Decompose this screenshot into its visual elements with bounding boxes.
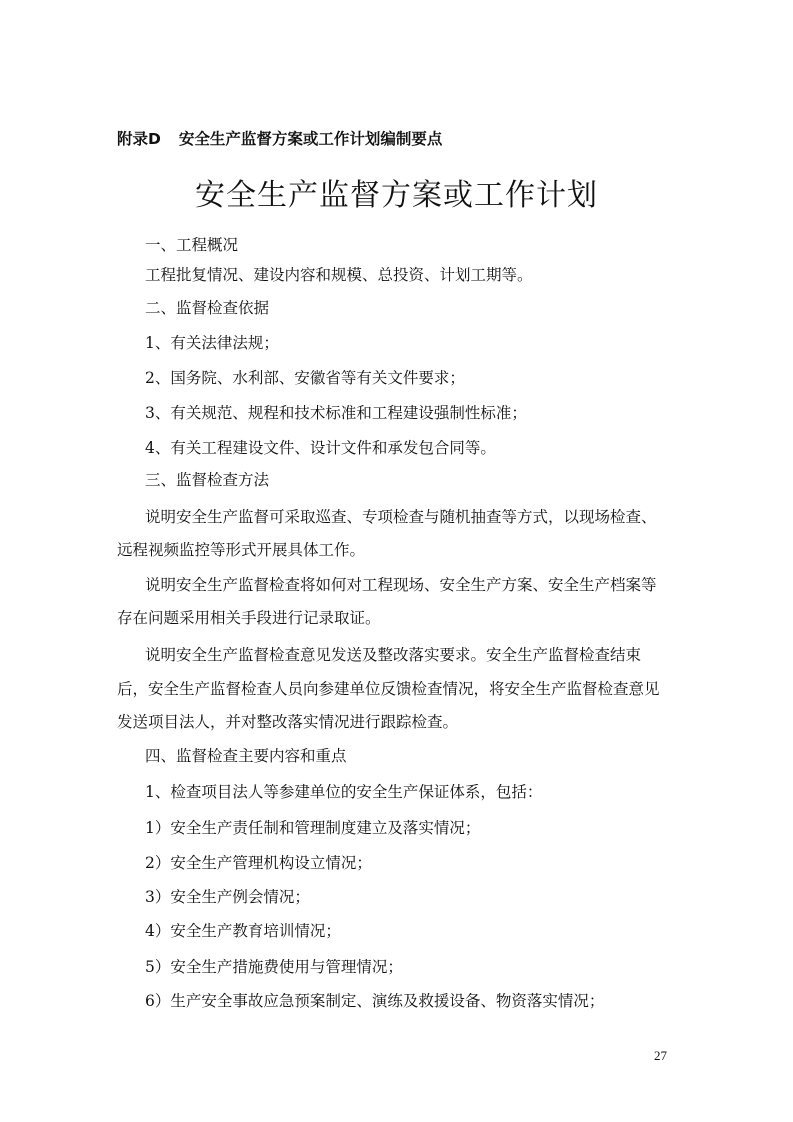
section-heading-1: 一、工程概况 [145, 236, 239, 254]
list-item: 3、有关规范、规程和技术标准和工程建设强制性标准； [145, 404, 527, 422]
page-number: 27 [654, 1048, 667, 1063]
paragraph-line: 发送项目法人，并对整改落实情况进行跟踪检查。 [117, 713, 459, 731]
section-heading-2: 二、监督检查依据 [145, 299, 270, 317]
list-item: 4、有关工程建设文件、设计文件和承发包合同等。 [145, 439, 496, 457]
list-item: 2、国务院、水利部、安徽省等有关文件要求； [145, 369, 465, 387]
list-item: 6）生产安全事故应急预案制定、演练及救援设备、物资落实情况； [145, 992, 605, 1010]
appendix-heading [117, 129, 442, 149]
paragraph-line: 说明安全生产监督检查意见发送及整改落实要求。安全生产监督检查结束 [145, 646, 642, 664]
paragraph-line: 说明安全生产监督可采取巡查、专项检查与随机抽查等方式，以现场检查、 [145, 508, 657, 526]
paragraph-line: 工程批复情况、建设内容和规模、总投资、计划工期等。 [145, 266, 533, 284]
paragraph-line: 后，安全生产监督检查人员向参建单位反馈检查情况，将安全生产监督检查意见 [117, 680, 660, 698]
paragraph-line: 说明安全生产监督检查将如何对工程现场、安全生产方案、安全生产档案等 [145, 576, 657, 594]
document-title: 安全生产监督方案或工作计划 [195, 178, 598, 213]
section-heading-3: 三、监督检查方法 [145, 471, 270, 489]
list-item: 5）安全生产措施费使用与管理情况； [145, 958, 403, 976]
list-item: 1）安全生产责任制和管理制度建立及落实情况； [145, 819, 481, 837]
section-heading-4: 四、监督检查主要内容和重点 [145, 747, 347, 765]
paragraph-line: 远程视频监控等形式开展具体工作。 [117, 541, 366, 559]
appendix-title: 安全生产监督方案或工作计划编制要点 [178, 130, 443, 148]
paragraph-line: 存在问题采用相关手段进行记录取证。 [117, 609, 381, 627]
list-item: 2）安全生产管理机构设立情况； [145, 854, 372, 872]
list-item: 1、有关法律法规； [145, 334, 279, 352]
list-item: 1、检查项目法人等参建单位的安全生产保证体系，包括： [145, 783, 543, 801]
appendix-label: 附录D [117, 130, 161, 148]
list-item: 3）安全生产例会情况； [145, 888, 310, 906]
list-item: 4）安全生产教育培训情况； [145, 922, 341, 940]
